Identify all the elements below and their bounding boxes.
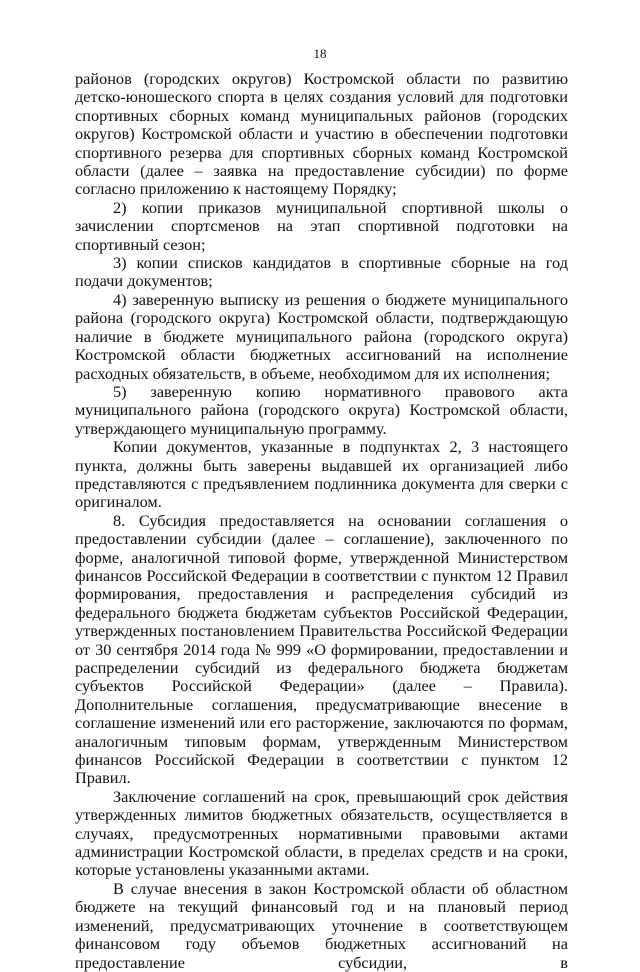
paragraph-6: Копии документов, указанные в подпунктах 2, 3 настоящего пункта, должны быть заверены выдавшей их организацией либо представляются с предъявлением подлинника документа для сверки с оригиналом. [75, 437, 568, 512]
paragraph-4: 4) заверенную выписку из решения о бюджете муниципального района (городского округа) Костромской области, подтверждающую наличие в бюджете муниципального района (городского округа) Костромской области бюджетных ассигнований на исполнение расходных обязательств, в объеме, необходимом для их исполнения; [75, 289, 568, 383]
paragraph-9: В случае внесения в закон Костромской области об областном бюджете на текущий финансовый год и на плановый период изменений, предусматривающих уточнение в соответствующем финансовом году объемов бюджетных ассигнований на предоставление субсидии, в [75, 878, 568, 972]
paragraph-8: Заключение соглашений на срок, превышающий срок действия утвержденных лимитов бюджетных обязательств, осуществляется в случаях, предусмотренных нормативными правовыми актами администрации Костромской области, в пределах средств и на сроки, которые установлены указанными актами. [75, 786, 568, 880]
paragraph-3: 3) копии списков кандидатов в спортивные сборные на год подачи документов; [75, 253, 568, 291]
paragraph-2: 2) копии приказов муниципальной спортивной школы о зачислении спортсменов на этап спортивной подготовки на спортивный сезон; [75, 197, 568, 254]
paragraph-5: 5) заверенную копию нормативного правового акта муниципального района (городского округа) Костромской области, утверждающего муниципальную программу. [75, 381, 568, 438]
paragraph-7: 8. Субсидия предоставляется на основании соглашения о предоставлении субсидии (далее – соглашение), заключенного по форме, аналогичной типовой форме, утвержденной Министерством финансов Российской Федерации в соответствии с пунктом 12 Правил формирования, предоставления и распределения субсидий из федерального бюджета бюджетам субъектов Российской Федерации, утвержденных постановлением Правительства Российской Федерации от 30 сентября 2014 года № 999 «О формировании, предоставлении и распределении субсидий из федерального бюджета бюджетам субъектов Российской Федерации» (далее – Правила). Дополнительные соглашения, предусматривающие внесение в соглашение изменений или его расторжение, заключаются по формам, аналогичным типовым формам, утвержденным Министерством финансов Российской Федерации в соответствии с пунктом 12 Правил. [75, 510, 568, 788]
page-number: 18 [313, 46, 327, 61]
document-body [75, 70, 568, 972]
paragraph-1: районов (городских округов) Костромской области по развитию детско-юношеского спорта в целях создания условий для подготовки спортивных сборных команд муниципальных районов (городских округов) Костромской области и участию в обеспечении подготовки спортивного резерва для спортивных сборных команд Костромской области (далее – заявка на предоставление субсидии) по форме согласно приложению к настоящему Порядку; [75, 69, 568, 199]
